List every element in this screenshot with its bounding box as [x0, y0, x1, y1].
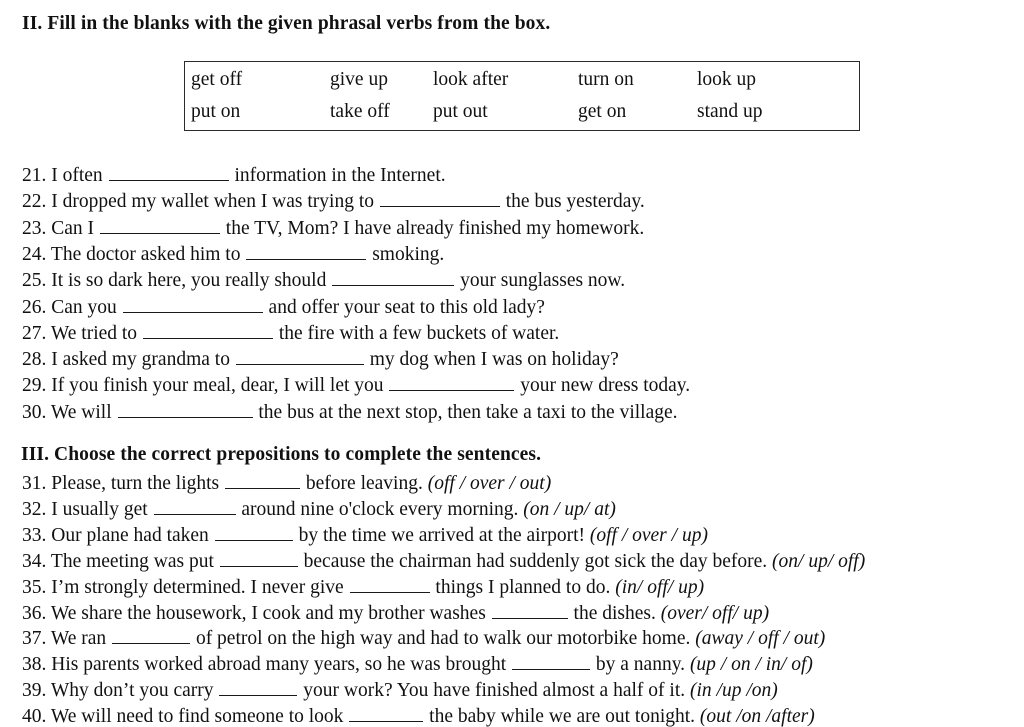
preposition-options: (out /on /after) — [699, 705, 815, 727]
question-line — [22, 522, 708, 545]
preposition-options: (away / off / out) — [695, 627, 826, 649]
preposition-options: (on / up/ at) — [523, 498, 616, 520]
word-box-item: put out — [433, 101, 488, 122]
question-text-before-blank: If you finish your meal, dear, I will let you — [51, 374, 384, 396]
question-text-after-blank: the TV, Mom? I have already finished my homework. — [225, 217, 645, 239]
answer-blank[interactable] — [492, 600, 568, 619]
question-text-after-blank: and offer your seat to this old lady? — [268, 296, 545, 318]
answer-blank[interactable] — [109, 162, 229, 181]
question-text-before-blank: I asked my grandma to — [51, 348, 230, 370]
word-box-item: get off — [191, 69, 243, 90]
question-line — [22, 346, 619, 369]
question-line — [22, 574, 704, 597]
question-text-after-blank: around nine o'clock every morning. — [241, 498, 519, 520]
question-line — [22, 496, 616, 519]
preposition-options: (off / over / out) — [427, 472, 552, 494]
question-number: 26. — [22, 296, 47, 318]
question-text-after-blank: before leaving. — [305, 472, 423, 494]
question-line — [22, 215, 644, 238]
question-line — [22, 372, 690, 395]
question-text-before-blank: We share the housework, I cook and my brother washes — [50, 602, 486, 624]
question-text-before-blank: Please, turn the lights — [51, 472, 220, 494]
answer-blank[interactable] — [349, 703, 423, 722]
answer-blank[interactable] — [389, 372, 514, 391]
question-line — [22, 600, 769, 623]
question-number: 22. — [22, 190, 47, 212]
question-text-after-blank: the bus at the next stop, then take a taxi to the village. — [258, 401, 678, 423]
question-text-before-blank: We will need to find someone to look — [50, 705, 344, 727]
question-line — [22, 625, 825, 648]
answer-blank[interactable] — [154, 496, 236, 515]
question-text-before-blank: The meeting was put — [50, 550, 214, 572]
question-number: 32. — [22, 498, 47, 520]
question-text-after-blank: smoking. — [372, 243, 445, 265]
word-box-item: put on — [191, 101, 241, 122]
word-box-item: look after — [433, 69, 509, 90]
preposition-options: (off / over / up) — [589, 524, 708, 546]
question-number: 38. — [22, 653, 47, 675]
question-line — [22, 188, 645, 211]
question-text-before-blank: It is so dark here, you really should — [51, 269, 327, 291]
question-text-after-blank: your new dress today. — [520, 374, 691, 396]
question-text-after-blank: the fire with a few buckets of water. — [278, 322, 560, 344]
question-text-before-blank: We ran — [50, 627, 107, 649]
question-number: 29. — [22, 374, 47, 396]
question-number: 35. — [22, 576, 47, 598]
question-number: 40. — [22, 705, 47, 727]
question-line — [22, 470, 551, 493]
question-line — [22, 162, 446, 185]
question-number: 31. — [22, 472, 47, 494]
answer-blank[interactable] — [112, 625, 190, 644]
answer-blank[interactable] — [350, 574, 430, 593]
question-line — [22, 399, 678, 422]
question-number: 25. — [22, 269, 47, 291]
question-number: 34. — [22, 550, 47, 572]
word-box-item: take off — [330, 101, 390, 122]
question-line — [22, 651, 813, 674]
preposition-options: (in /up /on) — [689, 679, 778, 701]
question-text-after-blank: information in the Internet. — [234, 164, 446, 186]
preposition-options: (in/ off/ up) — [615, 576, 705, 598]
question-number: 30. — [22, 401, 47, 423]
question-text-before-blank: Can I — [51, 217, 95, 239]
word-box-item: stand up — [697, 101, 763, 122]
question-number: 21. — [22, 164, 47, 186]
question-text-after-blank: my dog when I was on holiday? — [369, 348, 619, 370]
answer-blank[interactable] — [118, 399, 253, 418]
question-line — [22, 294, 545, 317]
question-text-after-blank: by the time we arrived at the airport! — [298, 524, 585, 546]
section-ii-heading: II. Fill in the blanks with the given phrasal verbs from the box. — [22, 13, 551, 34]
answer-blank[interactable] — [215, 522, 293, 541]
answer-blank[interactable] — [512, 651, 590, 670]
answer-blank[interactable] — [219, 677, 297, 696]
question-text-after-blank: because the chairman had suddenly got sick the day before. — [303, 550, 768, 572]
question-text-before-blank: The doctor asked him to — [50, 243, 241, 265]
question-line — [22, 241, 444, 264]
answer-blank[interactable] — [236, 346, 364, 365]
question-text-before-blank: I dropped my wallet when I was trying to — [51, 190, 375, 212]
question-text-before-blank: Our plane had taken — [51, 524, 209, 546]
question-number: 36. — [22, 602, 47, 624]
question-text-before-blank: We will — [50, 401, 112, 423]
question-text-before-blank: I’m strongly determined. I never give — [51, 576, 344, 598]
answer-blank[interactable] — [123, 294, 263, 313]
word-box-item: look up — [697, 69, 757, 90]
answer-blank[interactable] — [220, 548, 298, 567]
answer-blank[interactable] — [225, 470, 300, 489]
word-box-item: give up — [330, 69, 388, 90]
question-text-before-blank: I usually get — [51, 498, 148, 520]
question-text-after-blank: your sunglasses now. — [460, 269, 626, 291]
question-text-after-blank: the dishes. — [573, 602, 656, 624]
question-number: 28. — [22, 348, 47, 370]
question-line — [22, 548, 865, 571]
question-number: 37. — [22, 627, 47, 649]
question-number: 39. — [22, 679, 47, 701]
preposition-options: (on/ up/ off) — [772, 550, 866, 572]
question-text-after-blank: the baby while we are out tonight. — [429, 705, 696, 727]
question-number: 27. — [22, 322, 47, 344]
word-box-item: get on — [578, 101, 627, 122]
question-number: 23. — [22, 217, 47, 239]
question-text-after-blank: of petrol on the high way and had to walk our motorbike home. — [195, 627, 691, 649]
question-text-after-blank: things I planned to do. — [435, 576, 611, 598]
question-text-before-blank: We tried to — [50, 322, 138, 344]
question-text-before-blank: His parents worked abroad many years, so he was brought — [51, 653, 507, 675]
phrasal-verb-word-box — [184, 61, 860, 131]
question-line — [22, 677, 778, 700]
question-text-before-blank: Can you — [51, 296, 117, 318]
word-box-grid — [185, 62, 859, 130]
question-text-before-blank: I often — [51, 164, 103, 186]
answer-blank[interactable] — [380, 188, 500, 207]
question-text-after-blank: your work? You have finished almost a half of it. — [303, 679, 686, 701]
answer-blank[interactable] — [100, 215, 220, 234]
question-line — [22, 703, 815, 726]
answer-blank[interactable] — [143, 320, 273, 339]
question-line — [22, 320, 559, 343]
question-text-before-blank: Why don’t you carry — [50, 679, 214, 701]
word-box-item: turn on — [578, 69, 634, 90]
preposition-options: (up / on / in/ of) — [689, 653, 813, 675]
answer-blank[interactable] — [332, 267, 454, 286]
section-iii-heading: III. Choose the correct prepositions to complete the sentences. — [21, 444, 542, 465]
question-number: 33. — [22, 524, 47, 546]
question-number: 24. — [22, 243, 47, 265]
question-text-after-blank: the bus yesterday. — [505, 190, 645, 212]
question-line — [22, 267, 625, 290]
preposition-options: (over/ off/ up) — [660, 602, 770, 624]
question-text-after-blank: by a nanny. — [595, 653, 686, 675]
answer-blank[interactable] — [246, 241, 366, 260]
